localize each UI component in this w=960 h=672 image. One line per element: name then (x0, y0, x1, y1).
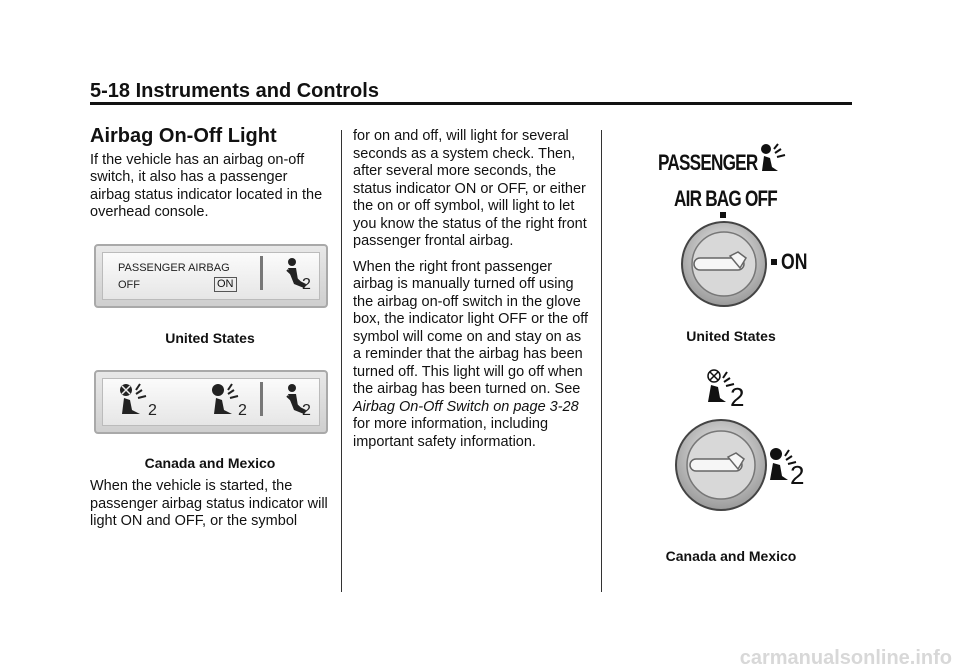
panel-separator (260, 382, 263, 416)
airbag-key-switch[interactable] (680, 220, 768, 308)
panel-off-label: OFF (118, 279, 140, 291)
col2-paragraph-2 (353, 259, 593, 452)
switch-on-label: ON (781, 249, 808, 274)
us-indicator-panel (94, 244, 328, 308)
caption-us-panel: United States (165, 330, 255, 346)
cross-reference-link[interactable]: Airbag On-Off Switch on page 3-28 (353, 398, 579, 415)
page-header: 5-18 Instruments and Controls (90, 80, 379, 102)
switch-airbag-off-label: AIR BAG OFF (674, 186, 777, 211)
column-1 (90, 125, 330, 230)
switch-seat-number: 2 (730, 382, 745, 412)
watermark: carmanualsonline.info (739, 647, 952, 669)
col2-p2-text-b: for more information, including important safety information. (353, 416, 549, 450)
switch-passenger-label: PASSENGER (658, 150, 758, 175)
off-position-marker (720, 212, 726, 218)
panel-seat-number: 2 (238, 402, 247, 419)
col1-end-paragraph: When the vehicle is started, the passenger airbag status indicator will light ON and OFF, or the symbol (90, 478, 328, 529)
caption-canada-switch: Canada and Mexico (665, 548, 797, 564)
on-position-marker (771, 259, 777, 265)
caption-us-switch: United States (686, 328, 776, 344)
intro-paragraph: If the vehicle has an airbag on-off switch, it also has a passenger airbag status indicator located in the overhead console. (90, 151, 323, 220)
panel-seat-number: 2 (302, 276, 311, 293)
switch-seat-number: 2 (790, 460, 805, 490)
seatbelt-person-icon (278, 382, 318, 420)
panel-on-label: ON (214, 277, 237, 292)
seatbelt-person-icon (278, 256, 318, 294)
canada-indicator-panel (94, 370, 328, 434)
airbag-key-switch[interactable] (674, 418, 768, 512)
column-divider (601, 130, 602, 592)
panel-separator (260, 256, 263, 290)
panel-seat-number: 2 (148, 402, 157, 419)
column-divider (341, 130, 342, 592)
section-heading: Airbag On-Off Light (90, 125, 277, 147)
panel-passenger-airbag-label: PASSENGER AIRBAG (118, 262, 230, 274)
col2-paragraph-1: for on and off, will light for several seconds as a system check. Then, after several more seconds, the status indicator ON or OFF, or either the on or off symbol, will light to let you know the status of the right front passenger frontal airbag. (353, 128, 587, 249)
panel-seat-number: 2 (302, 402, 311, 419)
column-2 (353, 128, 593, 459)
airbag-person-icon (758, 143, 794, 175)
column-1-end (90, 478, 335, 539)
col2-p2-text-a: When the right front passenger airbag is manually turned off using the airbag on-off switch in the glove box, the indicator light OFF or the off symbol will come on and stay on as a reminder that the airbag has been turned off. This light will go off when the airbag has been turned on. See (353, 258, 589, 397)
caption-canada-panel: Canada and Mexico (144, 455, 276, 471)
header-rule (90, 102, 852, 105)
